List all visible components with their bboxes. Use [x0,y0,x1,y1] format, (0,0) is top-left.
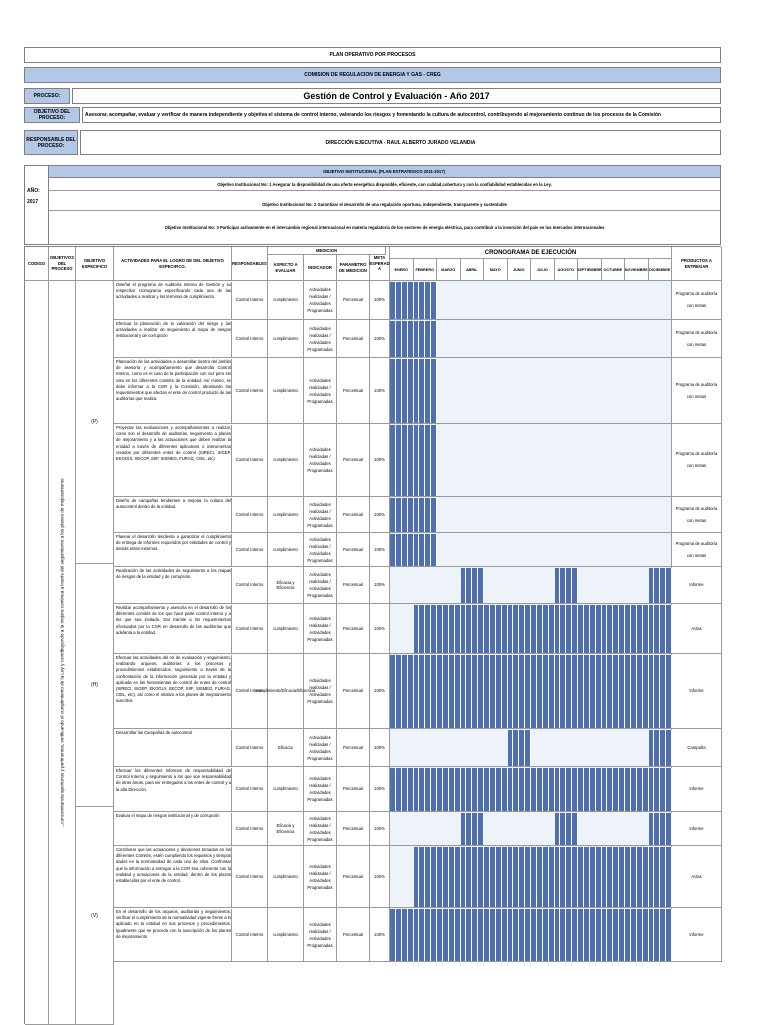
month-diciembre: DICIEMBRE [649,259,673,281]
parameter-cell: Porcentual [337,812,370,846]
indicator-cell: Actividades realizadas / Actividades Programadas [304,320,337,358]
month-febrero: FEBRERO [414,259,438,281]
meta-cell: 100% [370,654,390,729]
responsable-label: RESPONSABLE DEL PROCESO: [24,130,78,155]
schedule-cell [390,567,672,604]
meta-cell: 100% [370,567,390,604]
parameter-cell: Porcentual [337,358,370,424]
responsable-value: DIRECCIÓN EJECUTIVA - RAUL ALBERTO JURADO VELANDIA [80,130,721,155]
year-label: AÑO: [27,188,40,194]
schedule-cell [390,729,672,767]
meta-cell: 100% [370,767,390,812]
parameter-cell: Porcentual [337,604,370,654]
aspect-cell: cumplimiento [268,281,304,320]
parameter-cell: Porcentual [337,567,370,604]
responsible-cell: Control Interno [232,767,268,812]
indicator-cell: Actividades realizadas / Actividades Programadas [304,846,337,908]
parameter-cell: Porcentual [337,320,370,358]
product-cell: Informe [672,767,722,812]
product-cell: Programa de auditoría con metas [672,320,722,358]
schedule-mark [525,730,531,766]
schedule-mark [431,321,437,357]
responsible-cell: Control Interno [232,846,268,908]
responsible-cell: Control Interno [232,567,268,604]
objective-2: Objetivo Institucional No: 2 Garantizar el desarrollo de una regulación oportuna, independiente, transparente y sustentable [49,199,720,211]
responsible-cell: Control Interno [232,533,268,567]
month-septiembre: SEPTIEMBRE [578,259,602,281]
responsible-cell: Control Interno [232,729,268,767]
plan-title: PLAN OPERATIVO POR PROCESOS [24,47,721,63]
schedule-mark [431,498,437,532]
col-meta: META ESPERAD A [370,247,390,281]
product-cell: Informe [672,567,722,604]
meta-cell: 100% [370,729,390,767]
meta-cell: 100% [370,424,390,497]
col-codigo: CODIGO [25,247,49,281]
meta-cell: 100% [370,358,390,424]
activity-text: En el desarrollo de los arqueos, auditorías y seguimientos, verificar el cumplimiento de la normatividad vigente frente a lo aplicado en la entidad en sus procesos y procedimientos. Igualmente que se proceda con la suscripción de los planes de mejoramiento [114,909,232,962]
parameter-cell: Porcentual [337,497,370,533]
plan-table [24,246,721,1024]
meta-cell: 100% [370,533,390,567]
activity-text: Realizar acompañamiento y asesoría en el desarrollo de los diferentes comités de los que hace parte control interno y a los que sea invitado. Dar trámite a los requerimientos efectuados por la CGR en desarrollo de las auditorías que adelanta a la entidad. [114,605,232,654]
responsible-cell: Control Interno [232,812,268,846]
col-parametro: PARAMETRO DE MEDICION [337,255,370,281]
product-cell: Informe [672,812,722,846]
objetivo-label: OBJETIVO DEL PROCESO: [24,107,80,123]
aspect-cell: Eficacia y Eficiencia [268,567,304,604]
aspect-cell: Eficacia [268,729,304,767]
aspect-cell: cumplimiento [268,604,304,654]
responsible-cell: Control Interno [232,281,268,320]
parameter-cell: Porcentual [337,846,370,908]
month-octubre: OCTUBRE [602,259,626,281]
indicator-cell: Actividades realizadas / Actividades Programadas [304,567,337,604]
product-cell: Programa de auditoría con metas [672,424,722,497]
aspect-cell: cumplimiento [268,320,304,358]
meta-cell: 100% [370,281,390,320]
indicator-cell: Actividades realizadas / Actividades Programadas [304,497,337,533]
schedule-mark [431,282,437,319]
indicator-cell: Actividades realizadas / Actividades Programadas [304,533,337,567]
aspect-cell: cumplimiento [268,908,304,962]
month-junio: JUNIO [508,259,532,281]
col-obj-especifico: OBJETIVO ESPECIFICO [76,247,114,281]
objective-1: Objetivo Institucional No: 1 Asegurar la disponibilidad de una oferta energética disponible, eficiente, con calidad,cobertura y con la confiabilidad establecidas en la Ley. [49,179,720,191]
indicator-cell: Actividades realizadas / Actividades Programadas [304,812,337,846]
schedule-mark [572,813,578,845]
schedule-mark [478,813,484,845]
aspect-cell: cumplimiento [268,358,304,424]
org-name: COMISION DE REGULACION DE ENERGIA Y GAS - CREG [24,67,721,83]
schedule-mark [478,568,484,603]
aspect-cell: cumplimiento [268,497,304,533]
group-p-label: (P) [91,419,98,425]
indicator-cell: Actividades realizadas / Actividades Programadas [304,654,337,729]
schedule-mark [572,568,578,603]
parameter-cell: Porcentual [337,654,370,729]
parameter-cell: Porcentual [337,767,370,812]
aspect-cell: cumplimiento [268,846,304,908]
meta-cell: 100% [370,812,390,846]
col-medicion: MEDICION [268,247,386,255]
col-cronograma: CRONOGRAMA DE EJECUCIÓN [390,247,672,259]
activity-text: Planeación de las actividades a desarrollar dentro del ámbito de asesoría y acompañamiento que desarrolla Control Interno, como es el caso de la participación con voz pero sin voto en los diferentes comités de la entidad. Así mismo, se debe informar a la CGR y la Comisión, abordando los requerimientos que afectan el ente de control producto de las auditorías que realiza. [114,359,232,424]
responsible-cell: Control Interno [232,604,268,654]
product-cell: Actas [672,846,722,908]
activity-text: Diseñar el programa de Auditoría Interna de Gestión y su respectivo cronograma especificando cada una de las actividades a realizar y los términos de cumplimiento. [114,282,232,320]
product-cell: Programa de auditoría con metas [672,497,722,533]
activity-text: Efectuar las actividades del rol de evaluación y seguimiento, realizando arqueos, auditorías a los procesos y procedimientos establecidos, seguimiento a través de la confrontación de la información generada por la entidad y aplicada en las herramientas de control de entes de control (SIRECI, SIGEP, EKOGUI, SECOP, SIIF, SISMEG, FURAG, CIEL, etc), así como el relativo a los planes de mejoramiento suscritos [114,655,232,729]
aspect-cell: Eficacia y Eficiencia [268,812,304,846]
indicator-cell: Actividades realizadas / Actividades Programadas [304,767,337,812]
group-h-label: (H) [91,682,98,688]
indicator-cell: Actividades realizadas / Actividades Programadas [304,358,337,424]
indicator-cell: Actividades realizadas / Actividades Programadas [304,424,337,497]
responsible-cell: Control Interno [232,908,268,962]
month-agosto: AGOSTO [555,259,579,281]
col-productos: PRODUCTOS A ENTREGAR [672,247,722,281]
aspect-cell: cumplimiento/Eficacia/Eficiencia [268,654,304,729]
schedule-mark [431,425,437,496]
parameter-cell: Porcentual [337,424,370,497]
aspect-cell: cumplimiento [268,767,304,812]
meta-cell: 100% [370,497,390,533]
col-indicador: INDICADOR [304,255,337,281]
month-marzo: MARZO [437,259,461,281]
schedule-mark [431,359,437,423]
product-cell: Programa de auditoría con metas [672,533,722,567]
meta-cell: 100% [370,846,390,908]
proceso-label: PROCESO: [24,88,70,104]
activity-text: Proyectar las evaluaciones y acompañamientos a realizar, como son el desarrollo de auditorías, seguimiento a planes de mejoramiento y a las actuaciones que deben realizar la entidad a través de diferentes aplicativos o instrumentos creados por diferentes entes de control (SIRECI, SIGEP, EKOGUI, SECOP, SIIF, SISMEG, FURAG, CIEL, etc) [114,425,232,497]
obj-proceso-vertical-text: ...concomitancia oportunos y pertinentes, verificando el cumplimiento de la Ley y contribuyendo a la mejora continua a través del seguimiento a los planes de mejoramiento [59,477,65,828]
activity-text: Diseño de campañas tendientes a mejorar la cultura del autocontrol dentro de la entidad. [114,498,232,533]
month-enero: ENERO [390,259,414,281]
col-aspecto: ASPECTO A EVALUAR [268,255,304,281]
responsible-cell: Control Interno [232,358,268,424]
indicator-cell: Actividades realizadas / Actividades Programadas [304,729,337,767]
product-cell: Programa de auditoría con metas [672,281,722,320]
objectives-heading: OBJETIVO INSTITUCIONAL (PLAN ESTRATEGICO 2011-2017) [48,166,720,178]
schedule-mark [431,534,437,566]
parameter-cell: Porcentual [337,908,370,962]
indicator-cell: Actividades realizadas / Actividades Programadas [304,604,337,654]
parameter-cell: Porcentual [337,281,370,320]
month-noviembre: NOVIEMBRE [625,259,649,281]
col-responsables: RESPONSABLES [232,247,268,281]
month-abril: ABRIL [461,259,485,281]
responsible-cell: Control Interno [232,320,268,358]
product-cell: Campaña [672,729,722,767]
meta-cell: 100% [370,320,390,358]
aspect-cell: cumplimiento [268,533,304,567]
year-value: 2017 [27,199,39,205]
objetivo-value: Asesorar, acompañar, evaluar y verificar de manera independiente y objetiva el sistema de control interno, valorando los riesgos y fomentando la cultura de autocontrol, contribuyendo al mejoramiento continuo de los procesos de la Comisión [82,107,721,123]
meta-cell: 100% [370,604,390,654]
rows-host [25,247,722,1025]
schedule-cell [390,812,672,846]
parameter-cell: Porcentual [337,729,370,767]
indicator-cell: Actividades realizadas / Actividades Programadas [304,281,337,320]
meta-cell: 100% [370,908,390,962]
responsible-cell: Control Interno [232,497,268,533]
objective-3: Objetivo Institucional No: 3 Participar activamente en el intercambio regional internacional en materia regulatoria de los sectores de energía eléctrica, para contribuir a la inserción del país en los mercados internacionales [164,225,605,231]
activity-text: Planear el desarrollo tendiente a garantizar el cumplimiento de entrega de informes requeridos por entidades de control y demás entes externos. [114,534,232,567]
proceso-value: Gestión de Control y Evaluación - Año 2017 [72,88,721,104]
col-obj-proceso: OBJETIVOS DEL PROCESO [49,247,76,281]
activity-text: Efectuar la planeación de la valoración del riesgo y las actividades a realizar de seguimiento al mapa de riesgos institucional y de corrupción [114,321,232,358]
month-julio: JULIO [531,259,555,281]
product-cell: Informe [672,654,722,729]
responsible-cell: Control Interno [232,654,268,729]
activity-text: Desarrollar las Campañas de autocontrol [114,730,232,767]
product-cell: Informe [672,908,722,962]
activity-text: Efectuar los diferentes informes de responsabilidad de Control Interno y seguimiento a los que son responsabilidad de otras áreas, para ser entregados a los entes de control y a la alta Dirección. [114,768,232,812]
responsible-cell: Control Interno [232,424,268,497]
month-mayo: MAYO [484,259,508,281]
activity-text: Corroborar que las actuaciones y decisiones tomadas en los diferentes Comités, estén cumpliendo los requisitos y tiempos dados en la normatividad de cada uno de ellos. Confrontar que la información a entregar a la CGR sea coherente con la realidad y actuaciones de la entidad, dentro de los plazos establecidos por el ente de control. [114,847,232,908]
activity-text: Realización de las actividades de seguimiento a los mapas de riesgos de la entidad y de corrupción. [114,568,232,604]
group-v-label: (V) [91,912,98,919]
activity-text: Evaluar el mapa de riesgos institucional y de corrupción [114,813,232,846]
indicator-cell: Actividades realizadas / Actividades Programadas [304,908,337,962]
product-cell: Programa de auditoría con metas [672,358,722,424]
product-cell: Actas [672,604,722,654]
aspect-cell: cumplimiento [268,424,304,497]
col-actividades: ACTIVIDADES PARA EL LOGRO DE DEL OBJETIVO ESPECIFICO. [114,247,232,281]
parameter-cell: Porcentual [337,533,370,567]
